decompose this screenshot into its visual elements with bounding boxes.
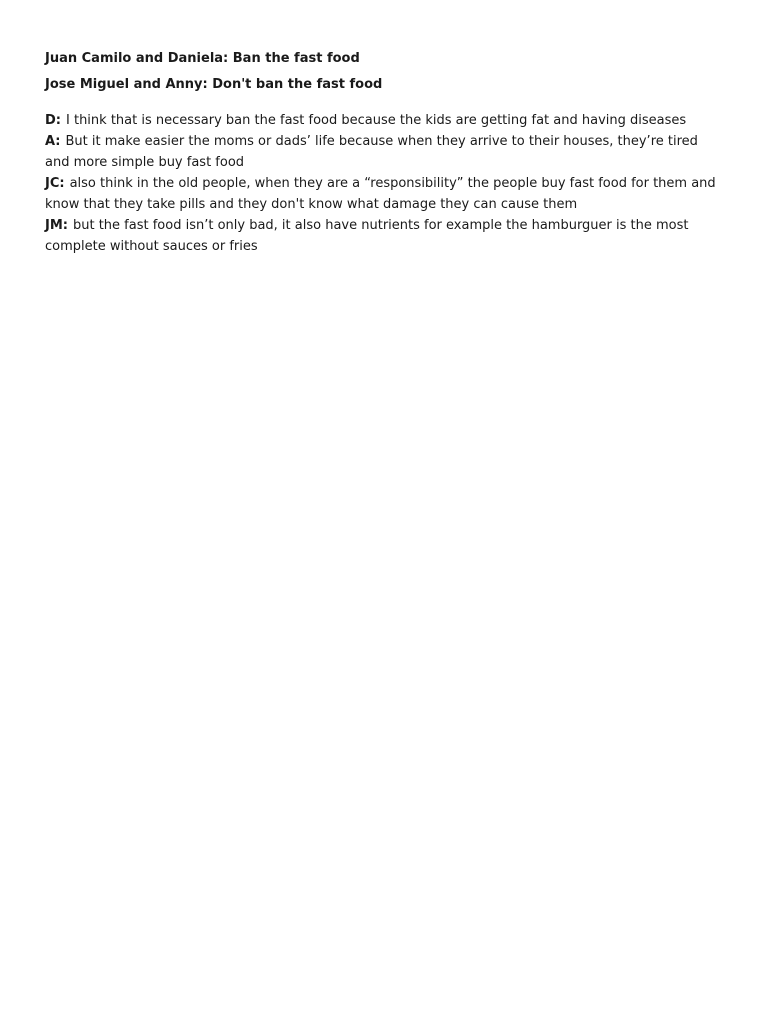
debate-teams-dont-ban: Jose Miguel and Anny: Don't ban the fast food [45, 77, 383, 92]
dialogue-text: also think in the old people, when they are a “responsibility” the people buy fast food for them and know that they take pills and they don't know what damage they can cause them [45, 176, 716, 212]
dialogue-turn-a [45, 131, 725, 173]
speaker-label: D: [45, 113, 61, 128]
speaker-label: JC: [45, 176, 65, 191]
dialogue-turn-d [45, 110, 725, 131]
speaker-label: JM: [45, 218, 68, 233]
dialogue-turn-jc [45, 173, 725, 215]
speaker-label: A: [45, 134, 61, 149]
dialogue-turn-jm [45, 215, 725, 257]
dialogue-text: But it make easier the moms or dads’ life because when they arrive to their houses, they’re tired and more simple buy fast food [45, 134, 698, 170]
debate-teams-ban: Juan Camilo and Daniela: Ban the fast food [45, 51, 360, 66]
dialogue [45, 110, 725, 257]
dialogue-text: I think that is necessary ban the fast food because the kids are getting fat and having diseases [66, 113, 687, 128]
document-page [45, 46, 725, 257]
dialogue-text: but the fast food isn’t only bad, it also have nutrients for example the hamburguer is the most complete without sauces or fries [45, 218, 689, 254]
